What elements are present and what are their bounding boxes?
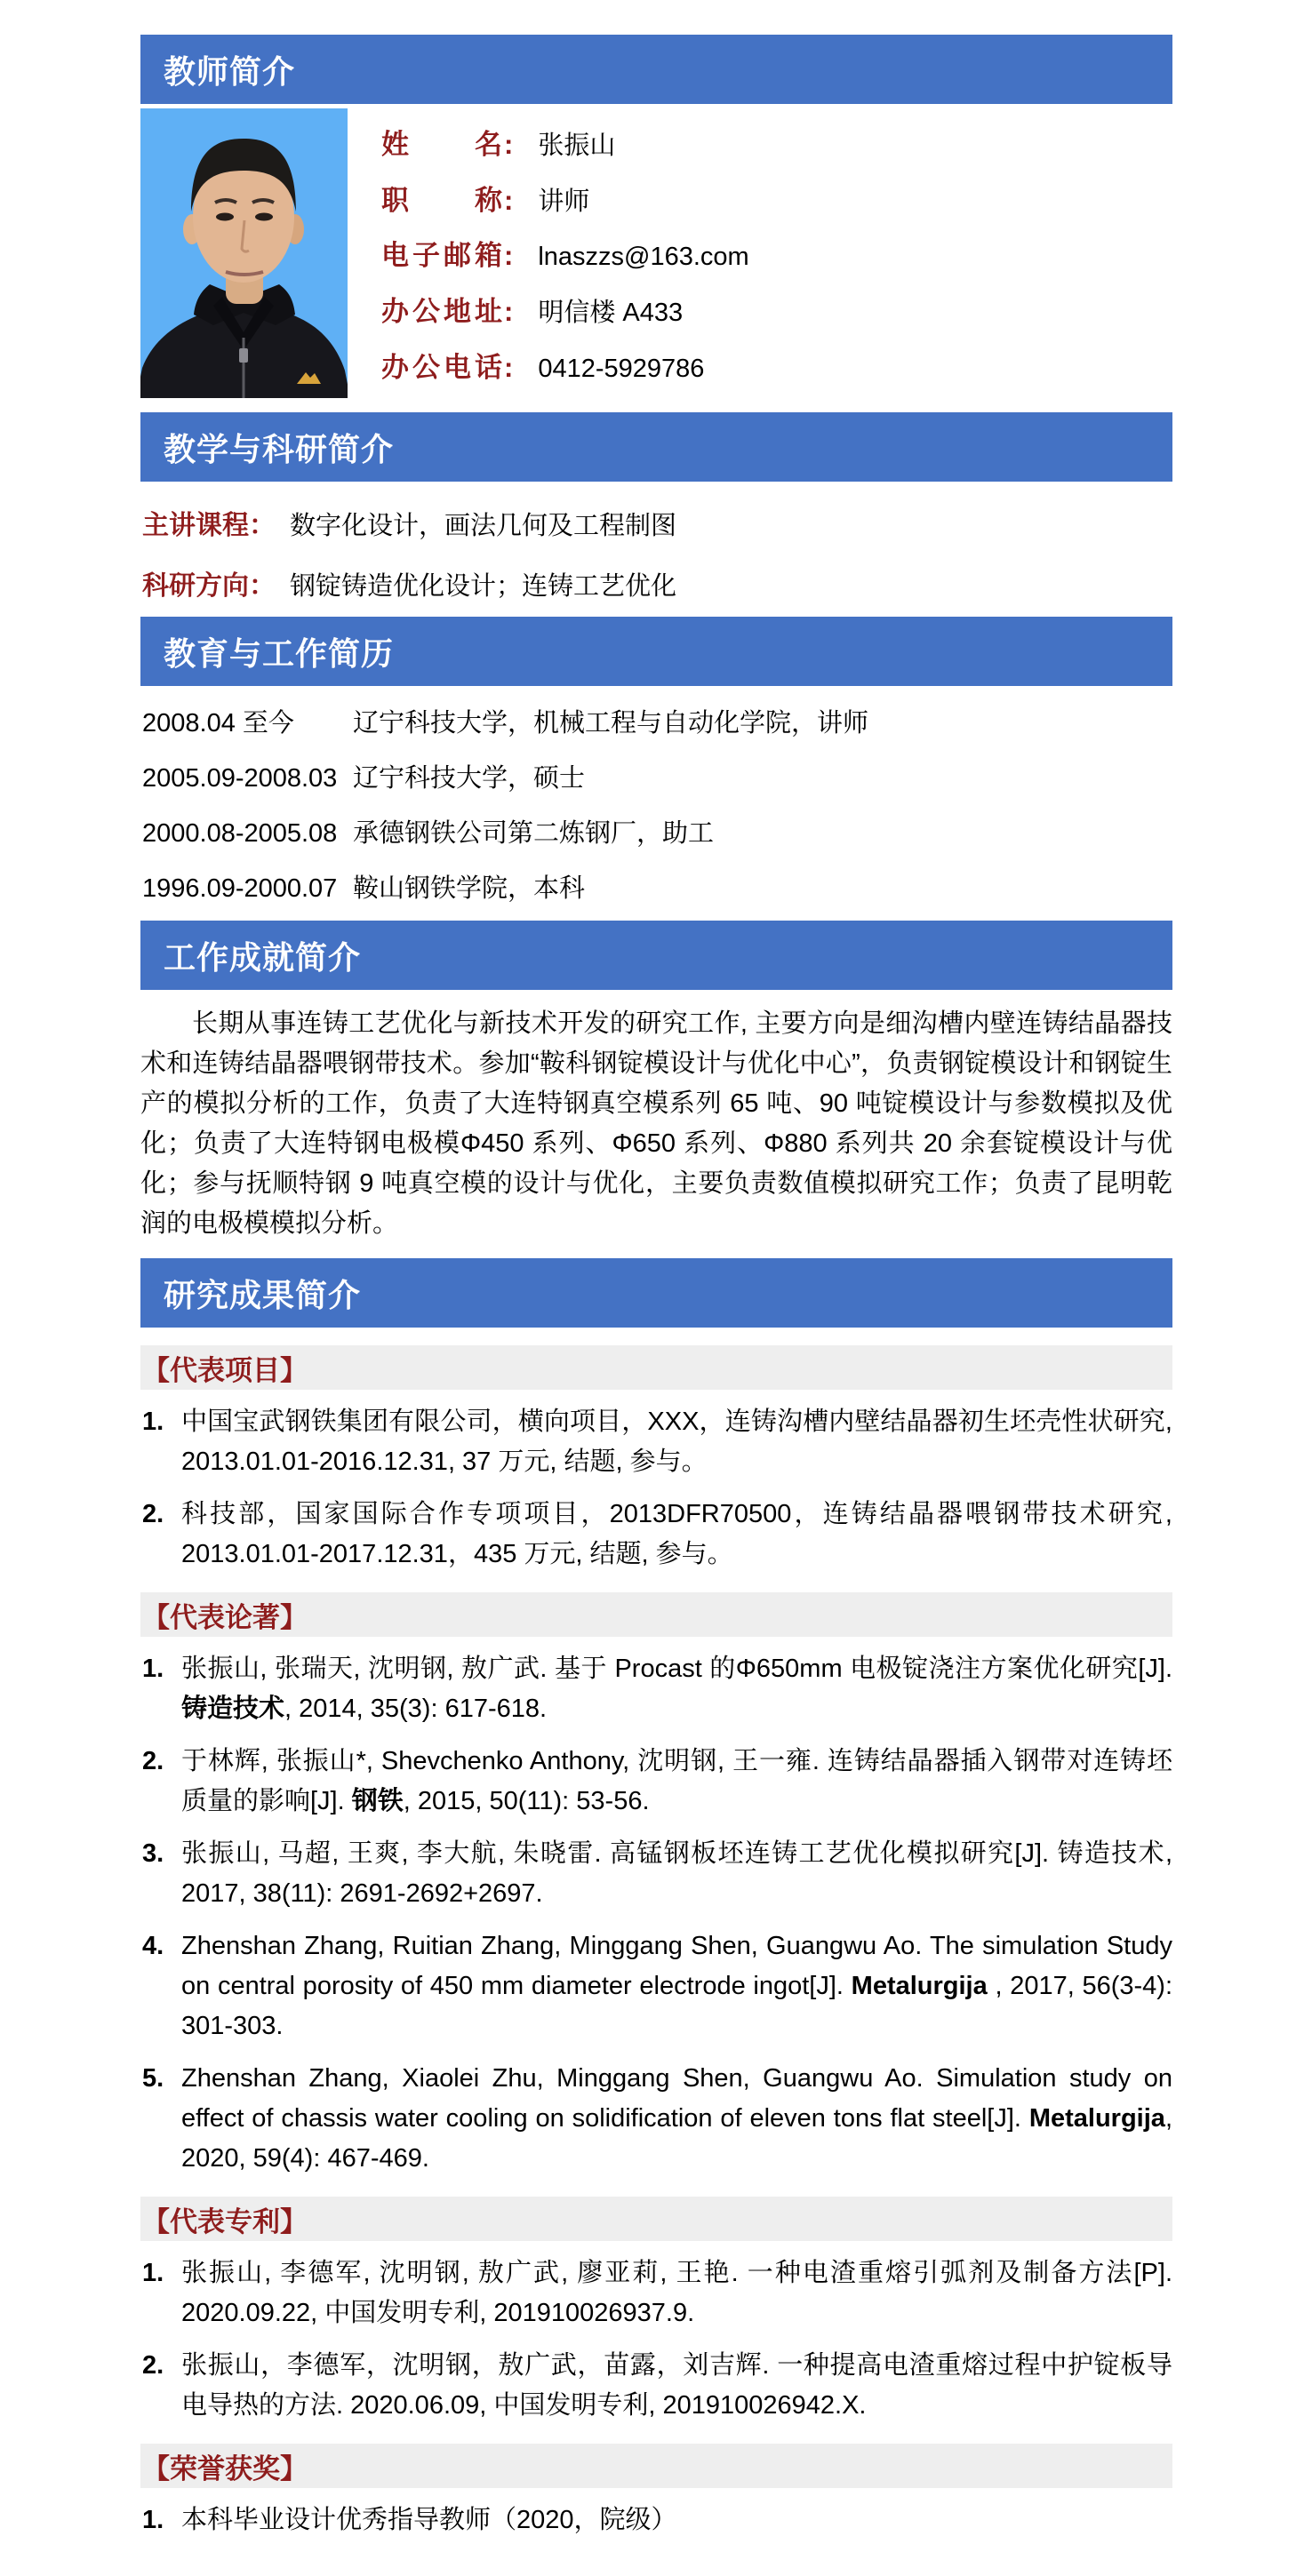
text-segment: 科技部，国家国际合作专项项目，2013DFR70500，连铸结晶器喂钢带技术研究, 2013.01.01-2017.12.31，435 万元, 结题, 参与。: [181, 1500, 1172, 1568]
field-value: 张振山: [538, 131, 616, 160]
section-title: 研究成果简介: [164, 1276, 362, 1313]
projects-list: [140, 1402, 1172, 1575]
timeline-detail: 鞍山钢铁学院，本科: [353, 874, 586, 903]
papers-list: [140, 1649, 1172, 2179]
item-number: 5.: [142, 2064, 164, 2093]
list-item: [142, 2253, 1172, 2333]
field-label-text: 电子邮箱: [381, 240, 502, 272]
field-value: 讲师: [538, 187, 590, 216]
timeline-period: 2008.04 至今: [142, 709, 294, 738]
list-item: [142, 1402, 1172, 1482]
item-number: 2.: [142, 1747, 164, 1775]
research-direction-value: 钢锭铸造优化设计；连铸工艺优化: [290, 572, 677, 601]
timeline-row: [142, 816, 1172, 851]
section-banner-history: [140, 617, 1172, 686]
subsection-title: 【代表论著】: [142, 1601, 308, 1633]
list-item: [142, 2059, 1172, 2179]
timeline-period: 2000.08-2005.08: [142, 819, 338, 848]
text-segment: 中国宝武钢铁集团有限公司，横向项目，XXX，连铸沟槽内壁结晶器初生坯壳性状研究, 2013.01.01-2016.12.31, 37 万元, 结题, 参与。: [181, 1408, 1172, 1476]
profile-field-row: [381, 345, 1172, 385]
courses-value: 数字化设计，画法几何及工程制图: [290, 512, 677, 540]
field-colon: :: [504, 184, 514, 216]
item-text: [181, 1500, 1172, 1568]
section-title: 教师简介: [164, 52, 296, 90]
profile-field-row: [381, 233, 1172, 273]
text-segment: 张振山，李德军，沈明钢，敖广武，苗露，刘吉辉. 一种提高电渣重熔过程中护锭板导电导热的方法. 2020.06.09, 中国发明专利, 201910026942.X.: [181, 2351, 1172, 2420]
profile-section: [140, 108, 1172, 398]
subsection-title: 【代表项目】: [142, 1354, 308, 1386]
section-banner-teaching-research: [140, 412, 1172, 482]
subsection-title: 【荣誉获奖】: [142, 2452, 308, 2484]
journal-name: Metalurgija: [1028, 2104, 1165, 2133]
item-number: 1.: [142, 1655, 164, 1683]
field-label-text: 办公电话: [381, 352, 502, 384]
item-number: 1.: [142, 1408, 164, 1436]
field-label: [381, 289, 513, 329]
section-title: 教育与工作简历: [164, 634, 395, 672]
item-text: [181, 1655, 1172, 1723]
research-direction-label: 科研方向：: [142, 571, 276, 601]
text-segment: 张振山, 马超, 王爽, 李大航, 朱晓雷. 高锰钢板坯连铸工艺优化模拟研究[J]. 铸造技术, 2017, 38(11): 2691-2692+2697.: [181, 1839, 1172, 1908]
list-item: [142, 1926, 1172, 2046]
item-number: 4.: [142, 1932, 164, 1960]
item-number: 1.: [142, 2506, 164, 2534]
field-colon: :: [504, 240, 514, 272]
field-label: [381, 233, 513, 273]
subsection-heading-awards: [140, 2444, 1172, 2488]
courses-label: 主讲课程：: [142, 511, 276, 540]
field-label: [381, 122, 513, 162]
timeline-detail: 辽宁科技大学，机械工程与自动化学院，讲师: [353, 709, 869, 738]
item-text: [181, 1932, 1172, 2040]
field-label: [381, 178, 513, 218]
section-banner-research-output: [140, 1258, 1172, 1328]
text-segment: , 2020, 59(4): 467-469.: [181, 2104, 1172, 2173]
section-banner-achievements: [140, 921, 1172, 990]
timeline-period: 2005.09-2008.03: [142, 764, 338, 793]
subsection-title: 【代表专利】: [142, 2205, 308, 2237]
item-number: 2.: [142, 1500, 164, 1528]
research-direction-row: [140, 563, 1172, 602]
journal-name: Metalurgija: [851, 1972, 988, 2000]
field-colon: :: [504, 352, 514, 384]
portrait-illustration: [140, 108, 348, 398]
courses-row: [140, 503, 1172, 542]
list-item: [142, 2500, 1172, 2540]
timeline-detail: 辽宁科技大学，硕士: [353, 764, 586, 793]
achievements-paragraph: 长期从事连铸工艺优化与新技术开发的研究工作, 主要方向是细沟槽内壁连铸结晶器技术和连铸结晶器喂钢带技术。参加“鞍科钢锭模设计与优化中心”，负责钢锭模设计和钢锭生产的模拟分析的工作，负责了大连特钢真空模系列 65 吨、90 吨锭模设计与参数模拟及优化；负责了大连特钢电极模Φ450 系列、Φ650 系列、Φ880 系列共 20 余套锭模设计与优化；参与抚顺特钢 9 吨真空模的设计与优化，主要负责数值模拟研究工作；负责了昆明乾润的电极模模拟分析。: [140, 1009, 1172, 1238]
item-text: [181, 2506, 677, 2534]
field-value: lnaszzs@163.com: [538, 243, 749, 272]
text-segment: 张振山, 张瑞天, 沈明钢, 敖广武. 基于 Procast 的Φ650mm 电极锭浇注方案优化研究[J].: [181, 1655, 1172, 1683]
timeline-row: [142, 761, 1172, 796]
text-segment: Zhenshan Zhang, Ruitian Zhang, Minggang Shen, Guangwu Ao. The simulation Study on central porosity of 450 mm diameter electrode ingot[J].: [181, 1932, 1172, 2000]
subsection-heading-papers: [140, 1592, 1172, 1637]
item-number: 2.: [142, 2351, 164, 2380]
subsection-heading-projects: [140, 1345, 1172, 1390]
field-value: 0412-5929786: [538, 355, 705, 384]
field-colon: :: [504, 128, 514, 160]
text-segment: 于林辉, 张振山*, Shevchenko Anthony, 沈明钢, 王一雍. 连铸结晶器插入钢带对连铸坯质量的影响[J].: [181, 1747, 1172, 1815]
text-segment: , 2014, 35(3): 617-618.: [284, 1695, 548, 1723]
profile-field-row: [381, 289, 1172, 329]
profile-photo: [140, 108, 348, 398]
timeline-detail: 承德钢铁公司第二炼钢厂，助工: [353, 819, 715, 848]
text-segment: 本科毕业设计优秀指导教师（2020，院级）: [181, 2506, 677, 2534]
item-text: [181, 1747, 1172, 1815]
list-item: [142, 1649, 1172, 1729]
patents-list: [140, 2253, 1172, 2426]
field-label-text: 姓名: [381, 128, 502, 160]
section-title: 工作成就简介: [164, 938, 362, 976]
list-item: [142, 1742, 1172, 1822]
text-segment: 张振山, 李德军, 沈明钢, 敖广武, 廖亚莉, 王艳. 一种电渣重熔引弧剂及制备方法[P]. 2020.09.22, 中国发明专利, 201910026937.9.: [181, 2259, 1172, 2327]
text-segment: , 2017, 56(3-4): 301-303.: [181, 1972, 1172, 2040]
profile-info: [381, 108, 1172, 398]
field-label-text: 办公地址: [381, 296, 502, 328]
awards-list: [140, 2500, 1172, 2540]
list-item: [142, 2346, 1172, 2426]
field-value: 明信楼 A433: [538, 299, 684, 328]
field-label: [381, 345, 513, 385]
item-number: 1.: [142, 2259, 164, 2287]
item-number: 3.: [142, 1839, 164, 1868]
text-segment: , 2015, 50(11): 53-56.: [403, 1787, 650, 1815]
timeline-row: [142, 706, 1172, 741]
history-timeline: [140, 706, 1172, 906]
item-text: [181, 2259, 1172, 2327]
item-text: [181, 1408, 1172, 1476]
journal-name: 铸造技术: [181, 1695, 285, 1723]
text-segment: Zhenshan Zhang, Xiaolei Zhu, Minggang Shen, Guangwu Ao. Simulation study on effect of chassis water cooling on solidification of eleven tons flat steel[J].: [181, 2064, 1172, 2133]
timeline-row: [142, 871, 1172, 906]
item-text: [181, 1839, 1172, 1908]
profile-field-row: [381, 178, 1172, 218]
timeline-period: 1996.09-2000.07: [142, 874, 338, 903]
subsection-heading-patents: [140, 2197, 1172, 2241]
profile-field-row: [381, 122, 1172, 162]
section-banner-teacher-profile: [140, 35, 1172, 104]
section-title: 教学与科研简介: [164, 430, 395, 467]
list-item: [142, 1834, 1172, 1914]
item-text: [181, 2351, 1172, 2420]
field-label-text: 职称: [381, 184, 502, 216]
journal-name: 钢铁: [351, 1787, 404, 1815]
item-text: [181, 2064, 1172, 2173]
list-item: [142, 1495, 1172, 1575]
field-colon: :: [504, 296, 514, 328]
